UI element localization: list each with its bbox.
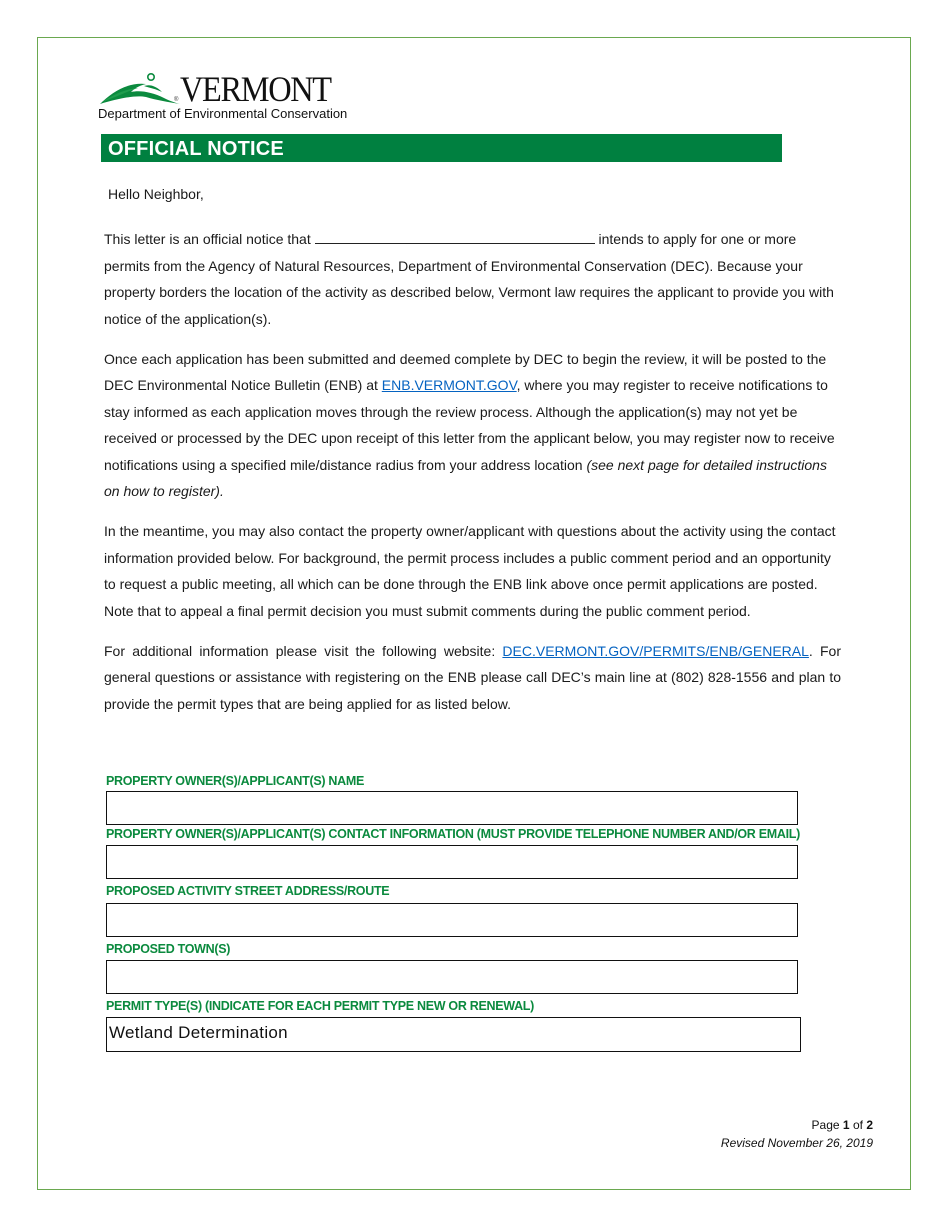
town-label: PROPOSED TOWN(S) <box>106 942 231 956</box>
enb-link[interactable]: ENB.VERMONT.GOV <box>381 377 517 393</box>
vermont-dec-logo <box>98 69 398 122</box>
revision-date: Revised November 26, 2019 <box>720 1136 873 1150</box>
applicant-name-blank <box>315 229 595 244</box>
contact-info-label: PROPERTY OWNER(S)/APPLICANT(S) CONTACT INFORMATION (MUST PROVIDE TELEPHONE NUMBER AND/OR EMAIL) <box>106 827 800 841</box>
street-address-field[interactable] <box>106 903 798 937</box>
owner-name-field[interactable] <box>106 791 798 825</box>
town-field[interactable] <box>106 960 798 994</box>
page-number: Page 1 of 2 <box>811 1118 873 1132</box>
official-notice-banner: OFFICIAL NOTICE <box>101 134 782 162</box>
department-name: Department of Environmental Conservation <box>98 106 348 121</box>
mountain-logo-icon <box>98 72 182 108</box>
logo-wordmark: VERMONT <box>180 69 331 109</box>
owner-name-label: PROPERTY OWNER(S)/APPLICANT(S) NAME <box>106 774 365 788</box>
dec-general-link[interactable]: DEC.VERMONT.GOV/PERMITS/ENB/GENERAL <box>502 642 809 659</box>
greeting: Hello Neighbor, <box>108 186 204 202</box>
contact-info-field[interactable] <box>106 845 798 879</box>
registered-mark: ® <box>174 97 179 103</box>
paragraph-2: Once each application has been submitted and deemed complete by DEC to begin the review, it will be posted to the DEC Environmental Notice Bulletin (ENB) at ENB.VERMONT.GOV, where you may register to receive notifications to stay informed as each application moves through the review process. Although the application(s) may not yet be received or processed by the DEC upon receipt of this letter from the applicant below, you may register now to receive notifications using a specified mile/distance radius from your address location (see next page for detailed instructions on how to register). <box>104 350 835 499</box>
permit-type-field[interactable] <box>106 1017 801 1052</box>
letter-body <box>104 226 841 731</box>
paragraph-4: For additional information please visit the following website: DEC.VERMONT.GOV/PERMITS/ENB/GENERAL. For general questions or assistance with registering on the ENB please call DEC’s main line at (802) 828-1556 and plan to provide the permit types that are being applied for as listed below. <box>104 642 842 712</box>
permit-type-label: PERMIT TYPE(S) (INDICATE FOR EACH PERMIT TYPE NEW OR RENEWAL) <box>106 999 535 1013</box>
permit-type-value: Wetland Determination <box>109 1023 288 1042</box>
paragraph-1: This letter is an official notice that intends to apply for one or more permits from the Agency of Natural Resources, Department of Environmental Conservation (DEC). Because your property borders the location of the activity as described below, Vermont law requires the applicant to provide you with notice of the application(s). <box>104 231 834 327</box>
street-address-label: PROPOSED ACTIVITY STREET ADDRESS/ROUTE <box>106 884 390 898</box>
paragraph-3: In the meantime, you may also contact the property owner/applicant with questions about the activity using the contact information provided below. For background, the permit process includes a public comment period and an opportunity to request a public meeting, all which can be done through the ENB link above once permit applications are posted. Note that to appeal a final permit decision you must submit comments during the public comment period. <box>104 523 836 619</box>
